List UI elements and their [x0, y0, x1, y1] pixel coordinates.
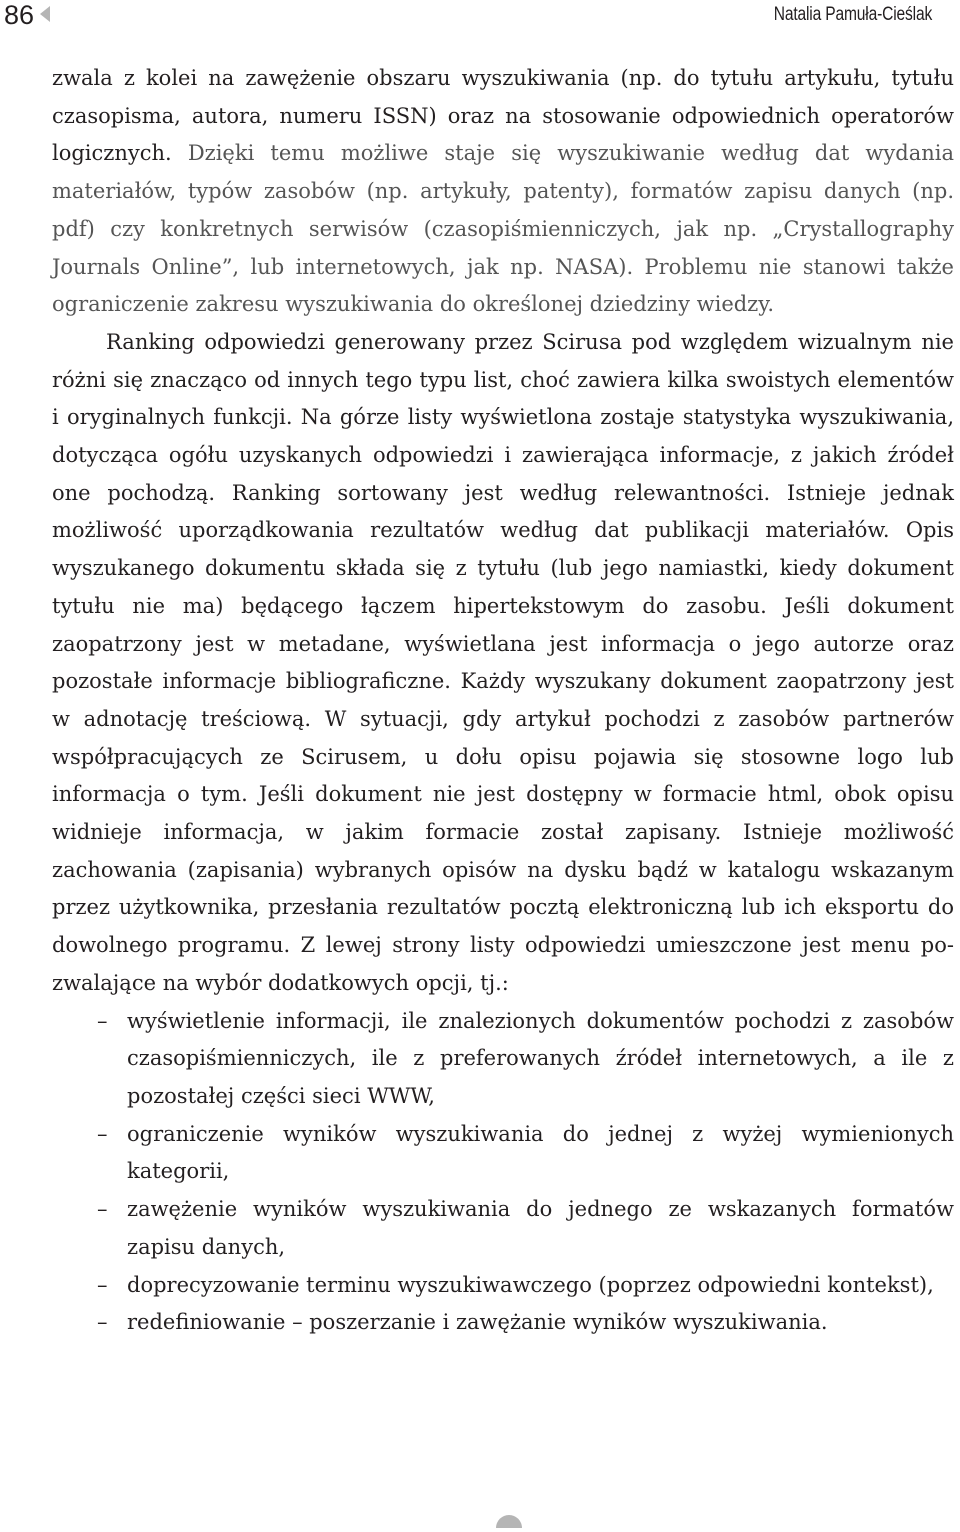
list-item	[97, 1267, 954, 1305]
list-item	[97, 1191, 954, 1266]
paragraph-continued	[52, 60, 954, 324]
list-item-text: zawężenie wyników wyszukiwania do jednego ze wskazanych formatów zapisu danych,	[127, 1197, 954, 1259]
dash-bullet: –	[97, 1197, 108, 1222]
page-bottom-marker-icon	[496, 1515, 522, 1528]
list-item-text: redefiniowanie – poszerzanie i zawężanie wyników wyszukiwania.	[127, 1310, 828, 1335]
running-head-author: Natalia Pamuła-Cieślak	[773, 4, 932, 25]
page-number: 86	[4, 0, 35, 30]
options-list	[52, 1003, 954, 1342]
paragraph: Ranking odpowiedzi generowany przez Scirusa pod względem wizualnym nie różni się znacząco od innych tego typu list, choć zawiera kilka swoistych elementów i oryginalnych funkcji. Na górze listy wyświetlona zostaje statystyka wyszukiwania, dotycząca ogółu uzyskanych odpowiedzi i zawierająca informacje, z jakich źródeł one pochodzą. Ranking sortowany jest według relewantności. Istnieje jednak możliwość uporządkowania rezultatów według dat publikacji materiałów. Opis wyszukanego dokumentu składa się z tytułu (lub jego namiastki, kiedy dokument tytułu nie ma) będącego łączem hipertekstowym do zasobu. Jeśli dokument zaopatrzony jest w metadane, wyświetlana jest informacja o jego autorze oraz pozostałe informacje bibliograficzne. Każdy wyszukany dokument zaopatrzony jest w adnotację treściową. W sytuacji, gdy artykuł pochodzi z zasobów partnerów współpracujących ze Scirusem, u dołu opisu pojawia się stosowne logo lub informacja o tym. Jeśli dokument nie jest dostępny w formacie html, obok opisu widnieje informacja, w jakim formacie został zapisany. Istnieje możliwość zachowania (zapisania) wybranych opisów na dysku bądź w katalogu wskazanym przez użytkownika, przesłania rezultatów pocztą elektroniczną lub ich eksportu do dowolnego programu. Z lewej strony listy odpowiedzi umieszczone jest menu pozwalające na wybór dodatkowych opcji, tj.:	[52, 329, 954, 995]
paragraph-text: zwala z kolei na zawężenie obszaru wyszukiwania (np. do tytułu artykułu, tytułu czasopisma, autora, numeru ISSN) oraz na stosowanie odpowiednich operatorów logicznych.	[52, 66, 954, 166]
dash-bullet: –	[97, 1008, 108, 1033]
list-item	[97, 1304, 954, 1342]
list-item	[97, 1003, 954, 1116]
dash-bullet: –	[97, 1310, 108, 1335]
page-marker-icon	[40, 6, 50, 22]
dash-bullet: –	[97, 1121, 108, 1146]
paragraph-text-faded: Dzięki temu możliwe staje się wyszukiwanie według dat wydania materiałów, typów zasobów (np. artykuły, patenty), formatów zapisu danych (np. pdf) czy konkretnych serwisów (czasopiśmienniczych, jak np. „Crystallography Journals Online”, lub internetowych, jak np. NASA). Problemu nie stanowi także ograniczenie zakresu wyszukiwania do określonej dziedziny wiedzy.	[52, 141, 954, 317]
list-item-text: wyświetlenie informacji, ile znalezionych dokumentów pochodzi z zasobów czasopiśmienniczych, ile z preferowanych źródeł internetowych, a ile z pozostałej części sieci WWW,	[127, 1008, 954, 1108]
dash-bullet: –	[97, 1272, 108, 1297]
list-item-text: doprecyzowanie terminu wyszukiwawczego (poprzez odpowiedni kontekst),	[127, 1272, 934, 1297]
page-header	[0, 0, 960, 40]
list-item	[97, 1116, 954, 1191]
list-item-text: ograniczenie wyników wyszukiwania do jednej z wyżej wymienionych kategorii,	[127, 1121, 954, 1184]
page-body	[52, 60, 954, 1342]
